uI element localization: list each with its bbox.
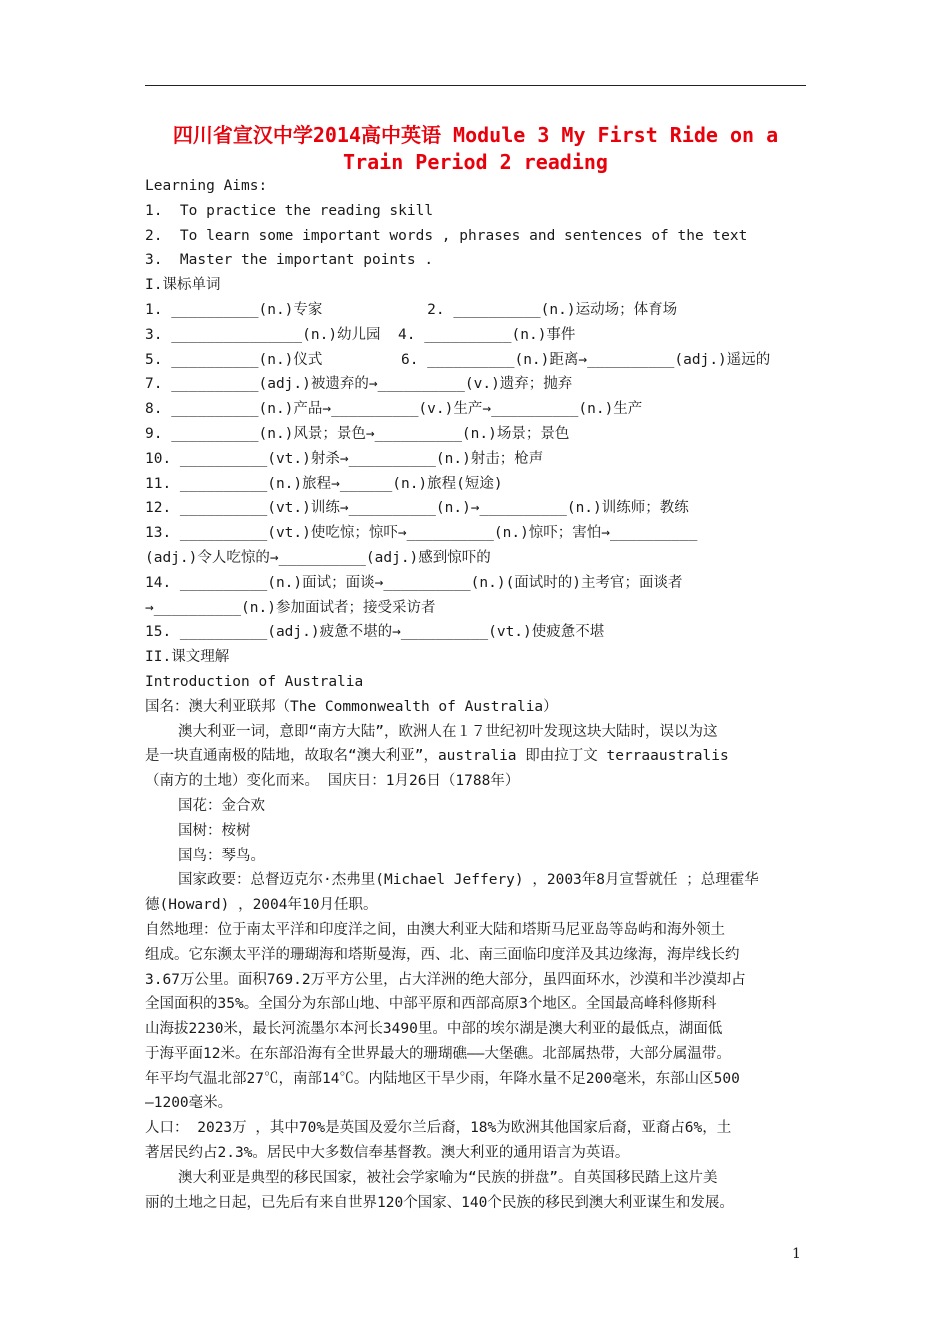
geography-line: 于海平面12米。在东部沿海有全世界最大的珊瑚礁——大堡礁。北部属热带，大部分属温带。 xyxy=(145,1045,731,1062)
title-line-2: Train Period 2 reading xyxy=(343,150,608,174)
geography-line: 自然地理：位于南太平洋和印度洋之间，由澳大利亚大陆和塔斯马尼亚岛等岛屿和海外领土 xyxy=(145,921,725,938)
politics-line: 德(Howard) ，2004年10月任职。 xyxy=(145,897,378,914)
national-bird: 国鸟：琴鸟。 xyxy=(178,847,265,864)
geography-line: —1200毫米。 xyxy=(145,1095,233,1112)
vocab-line: 1. __________(n.)专家 2. __________(n.)运动场；体育场 xyxy=(145,301,678,318)
header-rule xyxy=(145,85,806,86)
vocab-heading: I.课标单词 xyxy=(145,277,221,294)
document-body xyxy=(145,174,810,1215)
vocab-line: →__________(n.)参加面试者；接受采访者 xyxy=(145,599,436,616)
aim-item: 3. Master the important points . xyxy=(145,252,434,269)
geography-line: 组成。它东濒太平洋的珊瑚海和塔斯曼海，西、北、南三面临印度洋及其边缘海，海岸线长约 xyxy=(145,946,740,963)
immigration-line: 澳大利亚是典型的移民国家，被社会学家喻为“民族的拼盘”。自英国移民踏上这片美 xyxy=(178,1169,718,1186)
paragraph-line: 是一块直通南极的陆地，故取名“澳大利亚”，australia 即由拉丁文 terraaustralis xyxy=(145,748,729,765)
geography-line: 年平均气温北部27℃，南部14℃。内陆地区干旱少雨，年降水量不足200毫米，东部山区500 xyxy=(145,1070,740,1087)
population-line: 著居民约占2.3%。居民中大多数信奉基督教。澳大利亚的通用语言为英语。 xyxy=(145,1145,630,1162)
page-number: 1 xyxy=(792,1246,801,1262)
paragraph-line: 澳大利亚一词，意即“南方大陆”，欧洲人在１７世纪初叶发现这块大陆时，误以为这 xyxy=(178,723,718,740)
title-line-1: 四川省宣汉中学2014高中英语 Module 3 My First Ride on a xyxy=(172,123,779,147)
population-line: 人口： 2023万 ，其中70%是英国及爱尔兰后裔，18%为欧洲其他国家后裔，亚裔占6%，土 xyxy=(145,1120,732,1137)
paragraph-line: （南方的土地）变化而来。 国庆日：1月26日（1788年） xyxy=(145,773,520,790)
politics-line: 国家政要：总督迈克尔·杰弗里(Michael Jeffery) ，2003年8月宣誓就任 ；总理霍华 xyxy=(178,872,759,889)
vocab-line: 5. __________(n.)仪式 6. __________(n.)距离→__________(adj.)遥远的 xyxy=(145,351,771,368)
vocab-line: 3. _______________(n.)幼儿园 4. __________(n.)事件 xyxy=(145,326,576,343)
vocab-line: 10. __________(vt.)射杀→__________(n.)射击；枪声 xyxy=(145,450,544,467)
national-tree: 国树：桉树 xyxy=(178,822,251,839)
vocab-line: (adj.)令人吃惊的→__________(adj.)感到惊吓的 xyxy=(145,549,491,566)
vocab-line: 15. __________(adj.)疲惫不堪的→__________(vt.)使疲惫不堪 xyxy=(145,624,605,641)
geography-line: 全国面积的35%。全国分为东部山地、中部平原和西部高原3个地区。全国最高峰科修斯科 xyxy=(145,996,717,1013)
national-flower: 国花：金合欢 xyxy=(178,797,265,814)
document-title xyxy=(145,122,806,176)
vocab-line: 7. __________(adj.)被遗弃的→__________(v.)遗弃；抛弃 xyxy=(145,376,573,393)
vocab-line: 8. __________(n.)产品→__________(v.)生产→__________(n.)生产 xyxy=(145,401,643,418)
vocab-line: 11. __________(n.)旅程→______(n.)旅程(短途) xyxy=(145,475,503,492)
vocab-line: 12. __________(vt.)训练→__________(n.)→__________(n.)训练师；教练 xyxy=(145,500,689,517)
geography-line: 3.67万公里。面积769.2万平方公里，占大洋洲的绝大部分，虽四面环水，沙漠和半沙漠却占 xyxy=(145,971,746,988)
intro-heading: Introduction of Australia xyxy=(145,673,364,690)
vocab-line: 14. __________(n.)面试；面谈→__________(n.)(面试时的)主考官；面谈者 xyxy=(145,574,683,591)
aim-item: 2. To learn some important words , phrases and sentences of the text xyxy=(145,227,748,244)
vocab-line: 13. __________(vt.)使吃惊；惊吓→__________(n.)惊吓；害怕→__________ xyxy=(145,525,698,542)
comprehension-heading: II.课文理解 xyxy=(145,649,230,666)
vocab-line: 9. __________(n.)风景；景色→__________(n.)场景；景色 xyxy=(145,425,570,442)
geography-line: 山海拔2230米，最长河流墨尔本河长3490里。中部的埃尔湖是澳大利亚的最低点，湖面低 xyxy=(145,1021,723,1038)
aims-heading: Learning Aims: xyxy=(145,178,268,194)
aim-item: 1. To practice the reading skill xyxy=(145,202,434,219)
immigration-line: 丽的土地之日起，已先后有来自世界120个国家、140个民族的移民到澳大利亚谋生和发展。 xyxy=(145,1194,734,1211)
country-name: 国名：澳大利亚联邦（The Commonwealth of Australia） xyxy=(145,698,558,715)
